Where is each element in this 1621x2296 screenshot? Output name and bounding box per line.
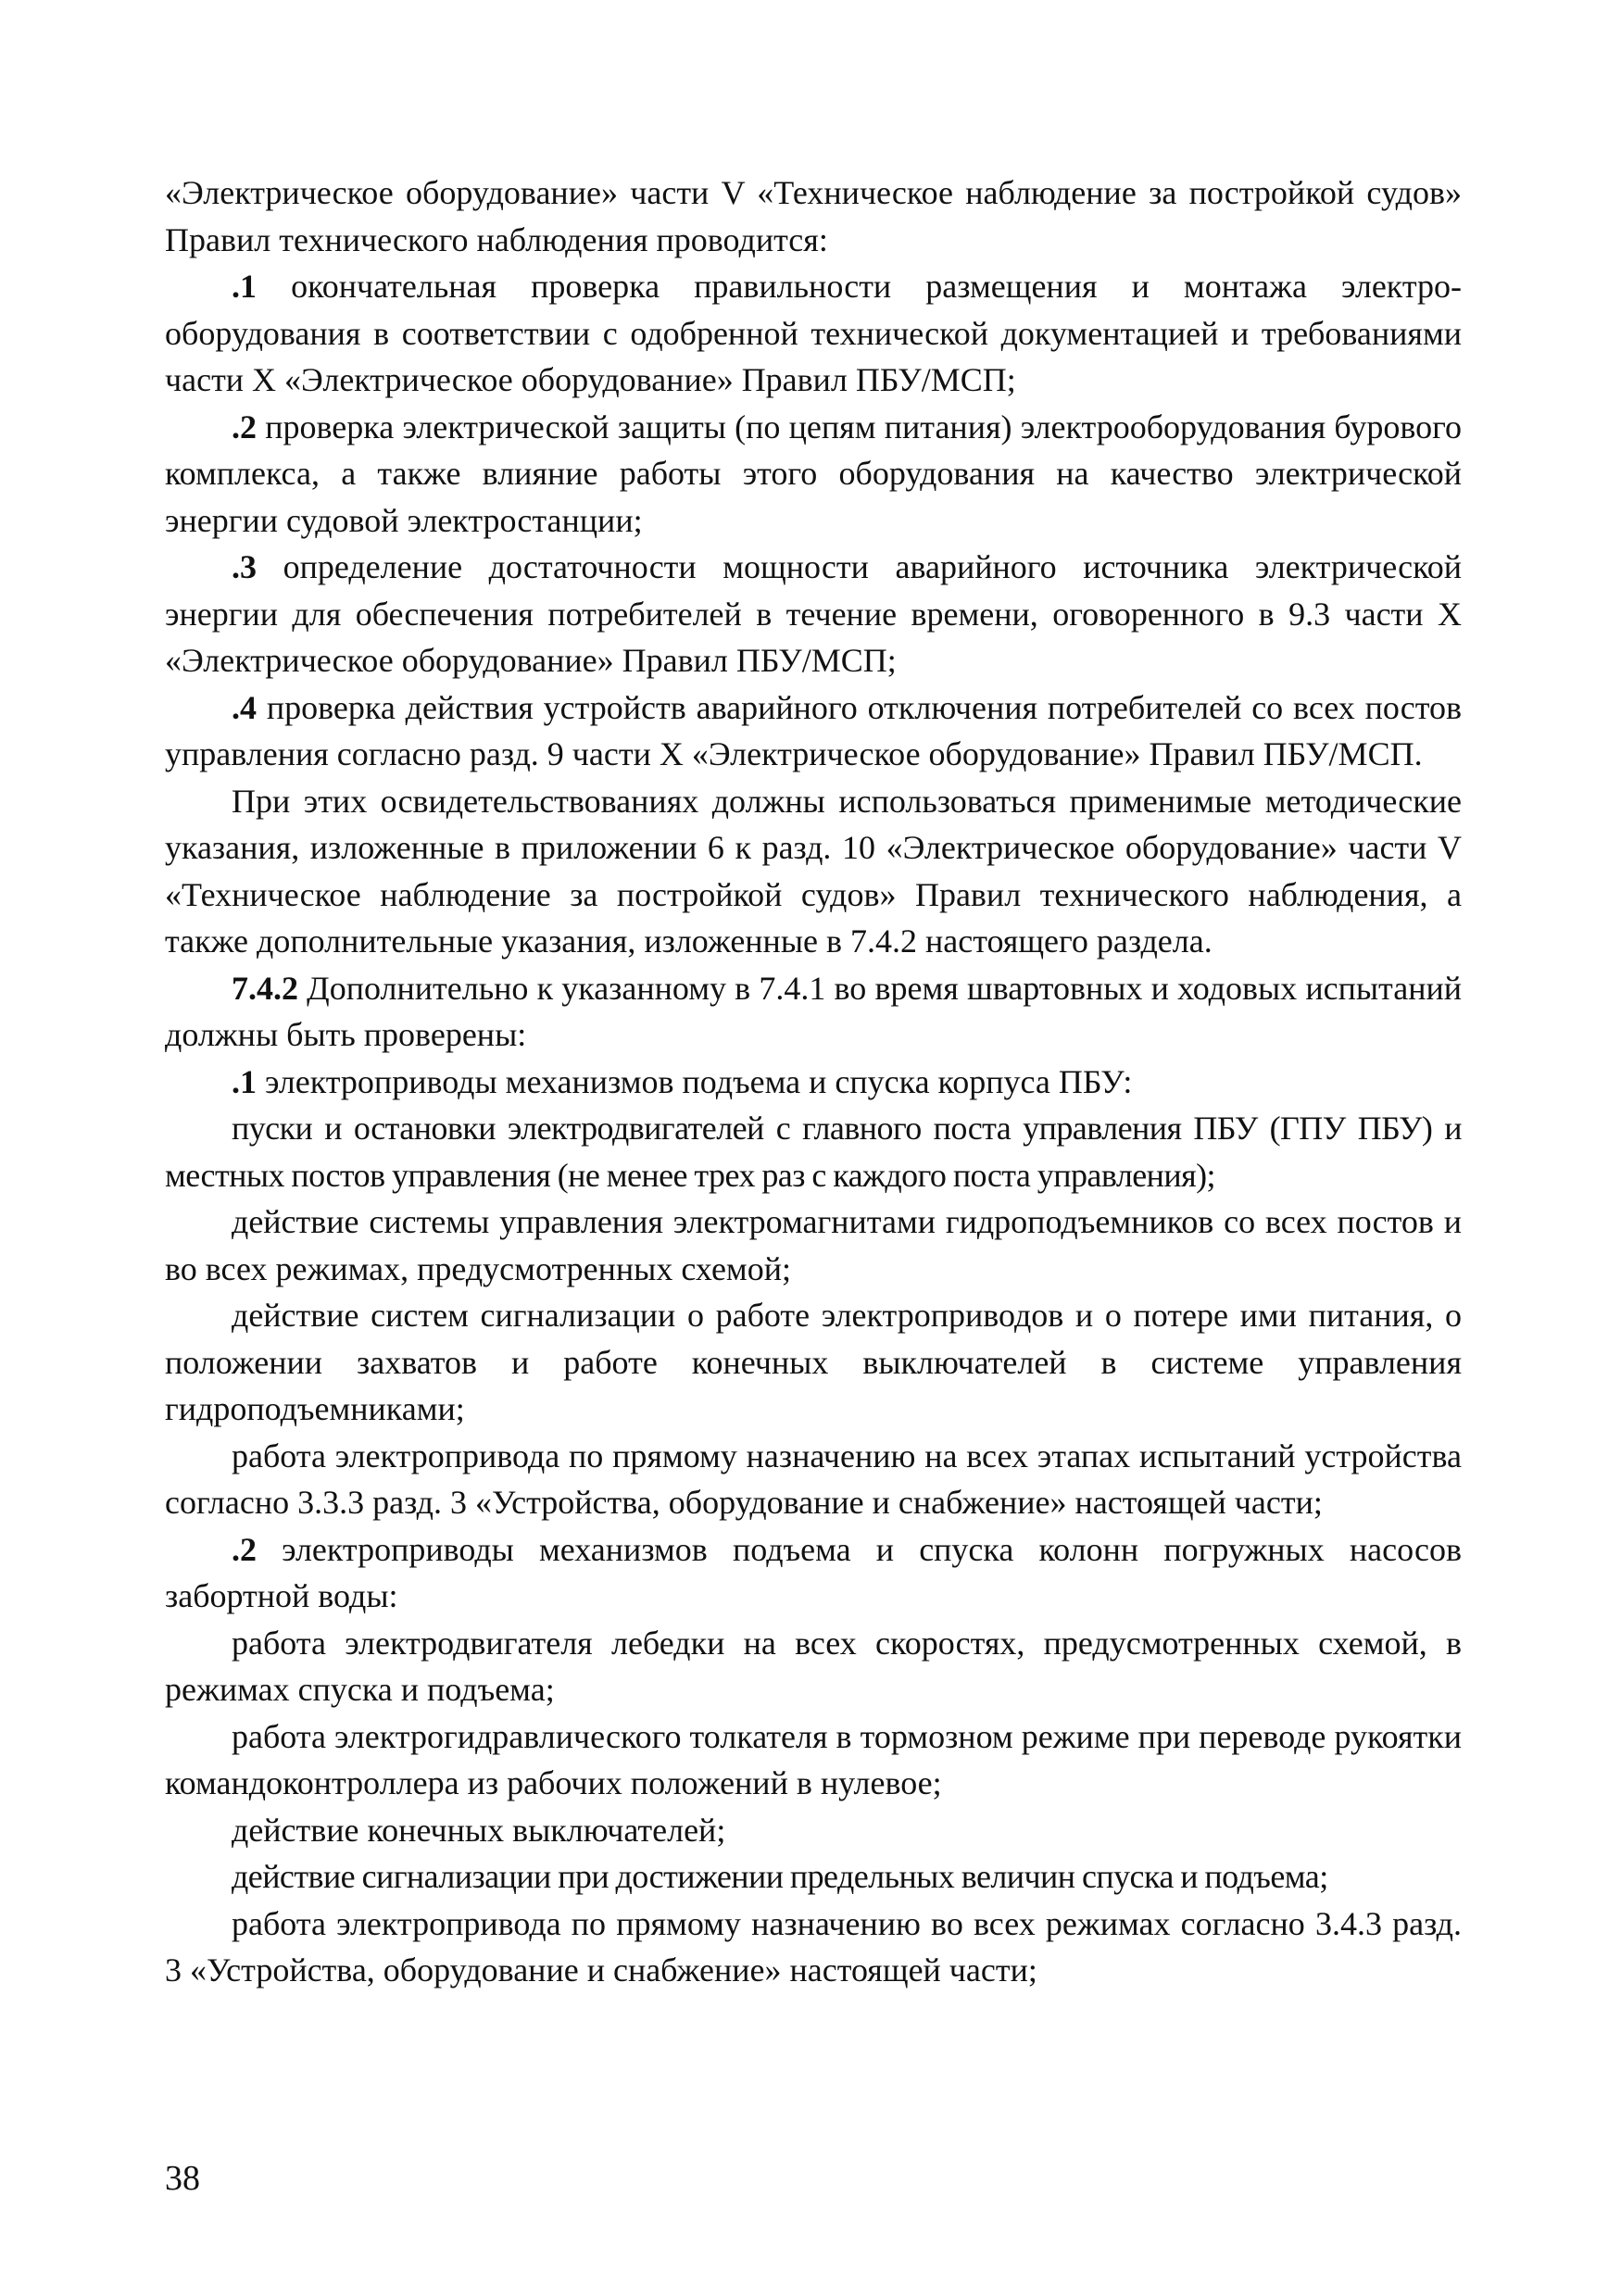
paragraph-winch-motor: работа электродвигателя лебедки на всех скоростях, предусмотренных схемой, в режимах спуска и подъема; [165, 1624, 1462, 1708]
paragraph-alarm-systems: действие систем сигнализации о работе электроприводов и о потере ими питания, о положении захватов и работе конечных выключателей в системе управления гидроподъемниками; [165, 1297, 1462, 1427]
item-number: .1 [232, 268, 257, 305]
section-number: 7.4.2 [232, 969, 298, 1007]
section-7-4-2: 7.4.2 Дополнительно к указанному в 7.4.1 во время швартовных и ходовых испытаний должны быть проверены: [165, 969, 1462, 1053]
list-item-2-pump-drives: .2 электроприводы механизмов подъема и спуска колонн погружных насосов забортной воды: [165, 1530, 1462, 1614]
paragraph-starts-stops: пуски и остановки электродвигателей с главного поста управления ПБУ (ГПУ ПБУ) и местных постов управления (не менее трех раз с каждого поста управления); [165, 1110, 1462, 1194]
paragraph-control-system: действие системы управления электромагнитами гидроподъемников со всех постов и во всех режимах, предусмотренных схемой; [165, 1203, 1462, 1287]
item-number: .3 [232, 548, 257, 585]
list-item-1: .1 окончательная проверка правильности размещения и монтажа электрооборудования в соответствии с одобренной технической документацией и требованиями части X «Электрическое оборудование» Правил ПБУ/МСП; [165, 268, 1462, 398]
list-item-2: .2 проверка электрической защиты (по цепям питания) электрооборудования бурового комплекса, а также влияние работы этого оборудования на качество электрической энергии судовой электростанции; [165, 408, 1462, 539]
item-number: .1 [232, 1062, 257, 1100]
paragraph-drive-all-modes: работа электропривода по прямому назначению во всех режимах согласно 3.4.3 разд. 3 «Устройства, оборудование и снабжение» настоящей части; [165, 1904, 1462, 1989]
paragraph-drive-operation: работа электропривода по прямому назначению на всех этапах испытаний устройства согласно 3.3.3 разд. 3 «Устройства, оборудование и снабжение» настоящей части; [165, 1437, 1462, 1521]
item-number: .2 [232, 408, 257, 445]
paragraph-guidance: При этих освидетельствованиях должны использоваться применимые методические указания, изложенные в приложении 6 к разд. 10 «Электрическое оборудование» части V «Техническое наблюдение за постройкой судов» Правил технического наблюдения, а также дополнительные указания, изложенные в 7.4.2 настоящего раздела. [165, 782, 1462, 960]
item-number: .4 [232, 688, 257, 726]
list-item-4: .4 проверка действия устройств аварийного отключения потребителей со всех постов управления согласно разд. 9 части X «Электрическое оборудование» Правил ПБУ/МСП. [165, 688, 1462, 772]
page-body [165, 169, 1462, 1994]
paragraph-intro: «Электрическое оборудование» части V «Техническое наблюдение за постройкой судов» Правил технического наблюдения проводится: [165, 174, 1462, 258]
paragraph-hydraulic-pusher: работа электрогидравлического толкателя в тормозном режиме при переводе рукоятки командоконтроллера из рабочих положений в нулевое; [165, 1717, 1462, 1801]
paragraph-limit-alarm: действие сигнализации при достижении предельных величин спуска и подъема; [232, 1858, 1328, 1895]
item-number: .2 [232, 1530, 257, 1568]
paragraph-limit-switches: действие конечных выключателей; [232, 1811, 726, 1849]
page-number: 38 [165, 2159, 200, 2198]
list-item-3: .3 определение достаточности мощности аварийного источника электрической энергии для обеспечения потребителей в течение времени, оговоренного в 9.3 части X «Электрическое оборудование» Правил ПБУ/МСП; [165, 548, 1462, 679]
list-item-1-hull-drives: .1 электроприводы механизмов подъема и спуска корпуса ПБУ: [232, 1062, 1133, 1100]
